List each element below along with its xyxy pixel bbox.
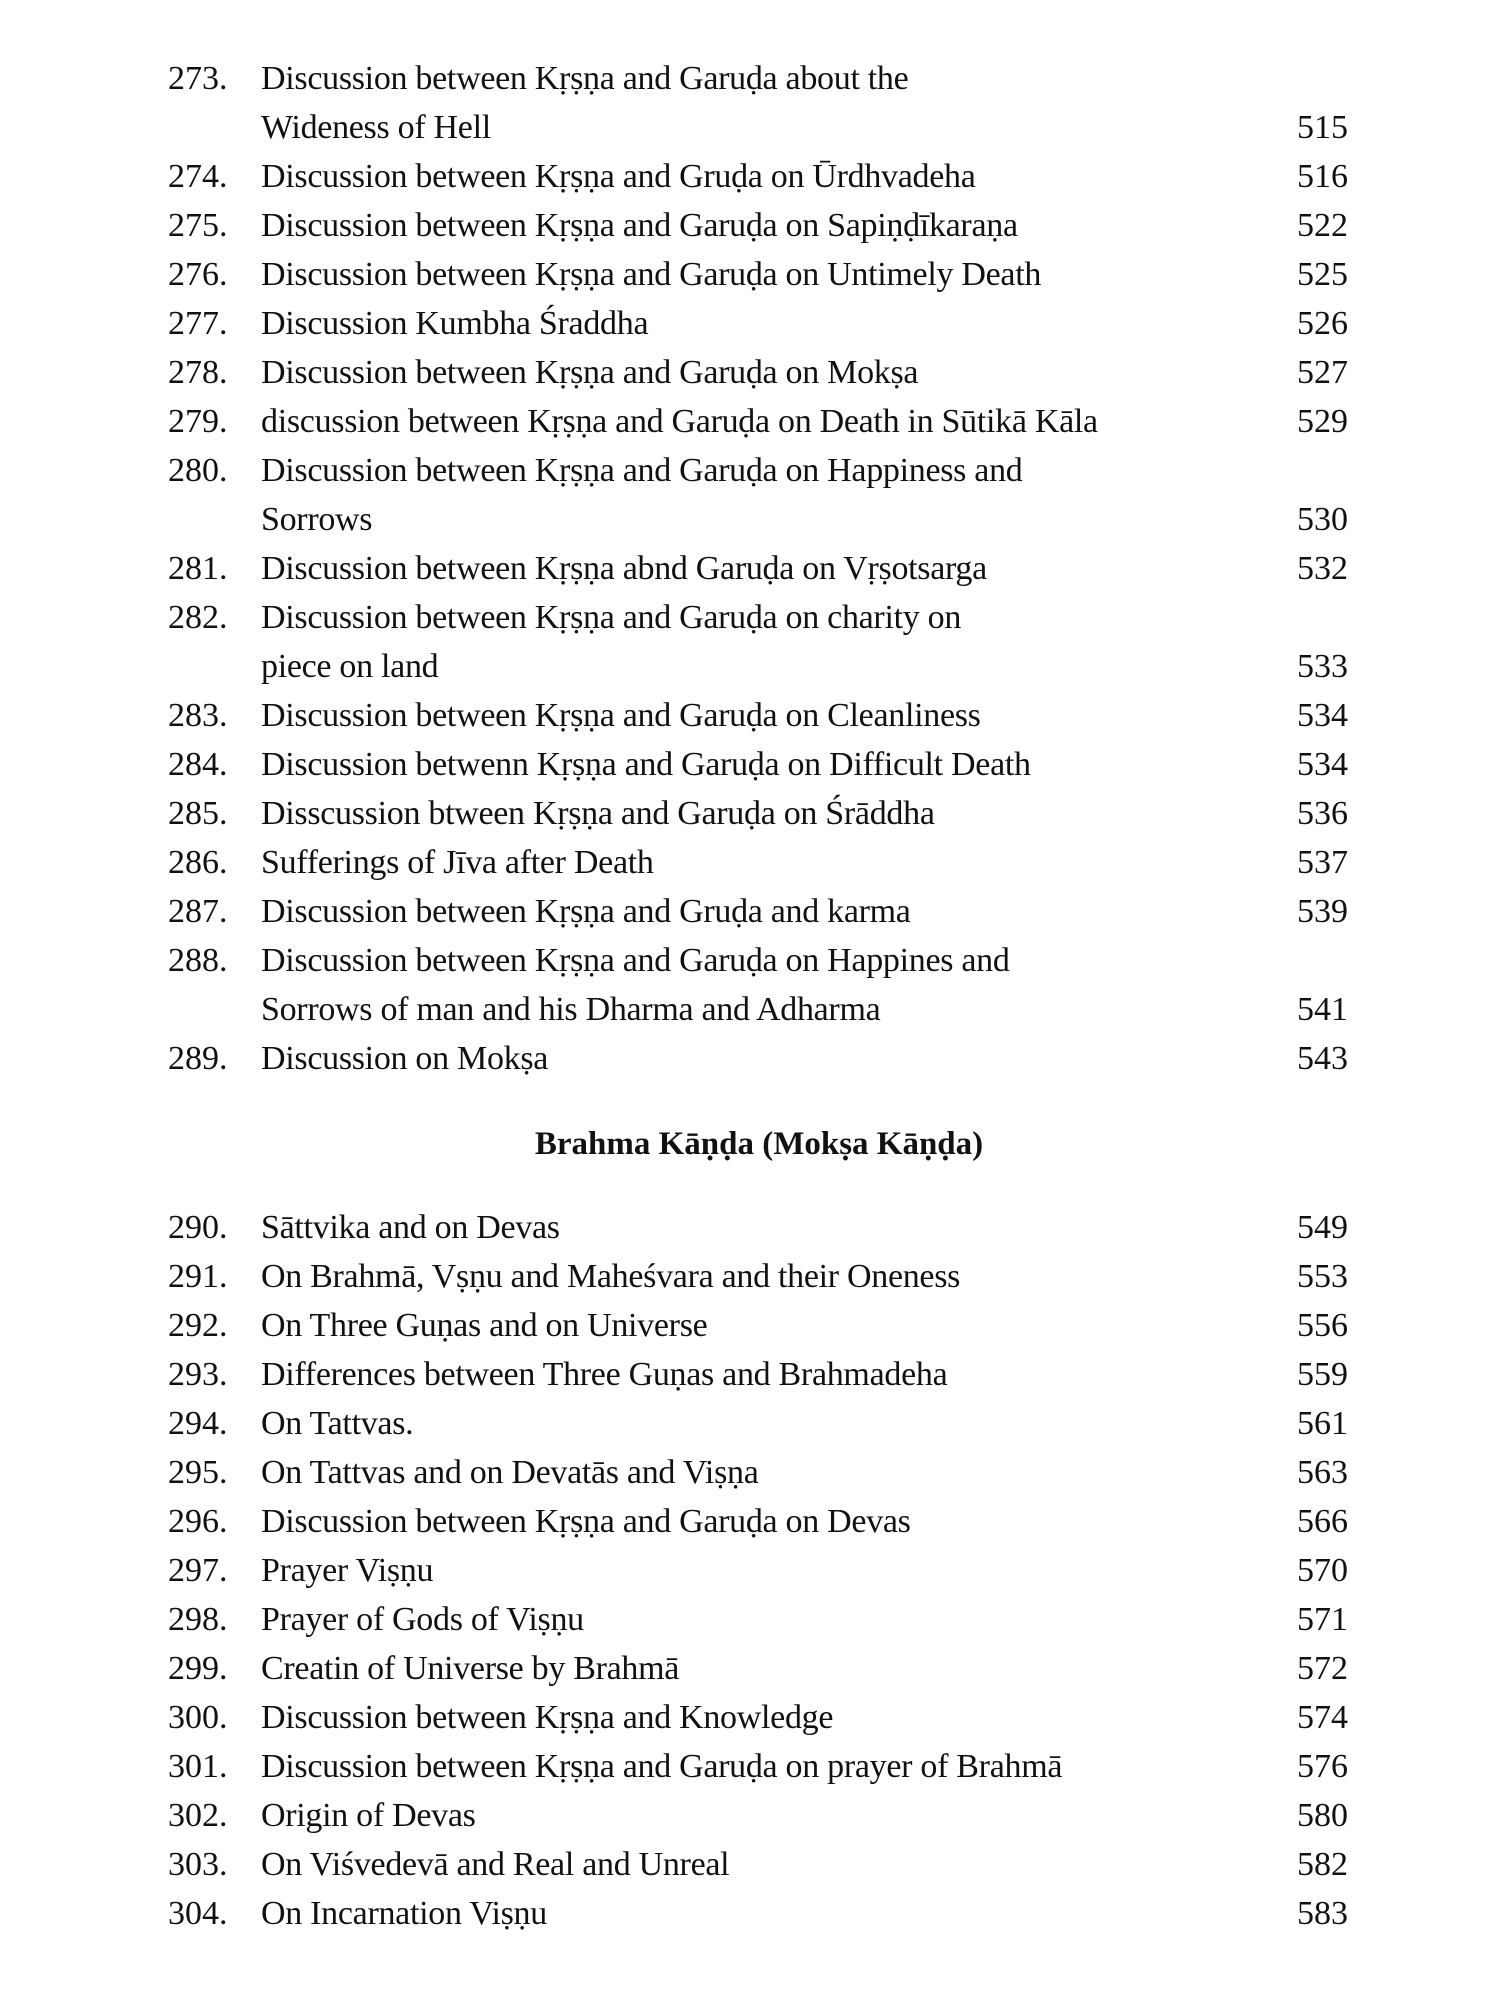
contents-entry — [0, 1546, 1500, 1595]
entry-number: 302. — [168, 1797, 228, 1834]
entry-number: 304. — [168, 1895, 228, 1932]
contents-entry — [0, 446, 1500, 544]
entry-number: 281. — [168, 550, 228, 587]
entry-number: 290. — [168, 1209, 228, 1246]
entry-title: Discussion between Kṛṣṇa and Garuḍa on Cleanliness — [261, 697, 981, 734]
entry-page-number: 525 — [1297, 256, 1348, 293]
entry-title: On Brahmā, Vṣṇu and Maheśvara and their Oneness — [261, 1258, 961, 1295]
entry-line — [0, 1399, 1500, 1448]
entry-page-number: 553 — [1297, 1258, 1348, 1295]
entry-line — [0, 348, 1500, 397]
entry-line — [0, 152, 1500, 201]
entry-number: 277. — [168, 305, 228, 342]
contents-entry — [0, 1644, 1500, 1693]
entry-page-number: 556 — [1297, 1307, 1348, 1344]
entry-line — [0, 789, 1500, 838]
entry-line — [0, 1203, 1500, 1252]
entry-page-number: 526 — [1297, 305, 1348, 342]
contents-entry — [0, 1301, 1500, 1350]
contents-entry — [0, 593, 1500, 691]
entry-title: Discussion between Kṛṣṇa and Gruḍa on Ūrdhvadeha — [261, 158, 976, 195]
entry-number: 300. — [168, 1699, 228, 1736]
entry-number: 282. — [168, 599, 228, 636]
entry-page-number: 533 — [1297, 648, 1348, 685]
entry-number: 297. — [168, 1552, 228, 1589]
entry-number: 292. — [168, 1307, 228, 1344]
entry-line — [0, 740, 1500, 789]
entry-title: Discussion between Kṛṣṇa and Gruḍa and karma — [261, 893, 911, 930]
entry-title: Discussion between Kṛṣṇa and Garuḍa on Sapiṇḍīkaraṇa — [261, 207, 1018, 244]
contents-entry — [0, 1350, 1500, 1399]
entry-page-number: 534 — [1297, 746, 1348, 783]
entry-line — [0, 1546, 1500, 1595]
entry-number: 280. — [168, 452, 228, 489]
contents-entry — [0, 544, 1500, 593]
entry-page-number: 582 — [1297, 1846, 1348, 1883]
entry-number: 285. — [168, 795, 228, 832]
entry-page-number: 580 — [1297, 1797, 1348, 1834]
entry-number: 296. — [168, 1503, 228, 1540]
contents-entry — [0, 1497, 1500, 1546]
entry-line — [0, 1791, 1500, 1840]
contents-entry — [0, 1399, 1500, 1448]
entry-number: 286. — [168, 844, 228, 881]
entry-line — [0, 1644, 1500, 1693]
entry-line — [0, 1742, 1500, 1791]
entry-page-number: 530 — [1297, 501, 1348, 538]
entry-number: 288. — [168, 942, 228, 979]
entry-number: 273. — [168, 60, 228, 97]
entry-line — [0, 299, 1500, 348]
entry-title: Discussion between Kṛṣṇa and Garuḍa on Devas — [261, 1503, 911, 1540]
entry-title: On Tattvas and on Devatās and Viṣṇa — [261, 1454, 759, 1491]
entry-page-number: 515 — [1297, 109, 1348, 146]
entry-title: Prayer of Gods of Viṣṇu — [261, 1601, 584, 1638]
contents-entry — [0, 1252, 1500, 1301]
entry-title: Sorrows of man and his Dharma and Adharma — [261, 991, 881, 1028]
entry-title: Discussion between Kṛṣṇa and Knowledge — [261, 1699, 834, 1736]
entry-page-number: 543 — [1297, 1040, 1348, 1077]
entry-number: 294. — [168, 1405, 228, 1442]
entry-line — [0, 887, 1500, 936]
entry-number: 289. — [168, 1040, 228, 1077]
entry-title: On Viśvedevā and Real and Unreal — [261, 1846, 730, 1883]
entry-title: Discussion between Kṛṣṇa and Garuḍa on Mokṣa — [261, 354, 919, 391]
entry-title: On Incarnation Viṣṇu — [261, 1895, 547, 1932]
entry-line — [0, 1034, 1500, 1083]
entry-number: 299. — [168, 1650, 228, 1687]
contents-entry — [0, 1595, 1500, 1644]
entry-page-number: 572 — [1297, 1650, 1348, 1687]
contents-entry — [0, 1791, 1500, 1840]
entry-title: Discussion between Kṛṣṇa and Garuḍa on Happiness and — [261, 452, 1023, 489]
contents-entry — [0, 1203, 1500, 1252]
contents-entry — [0, 1693, 1500, 1742]
entry-line — [0, 1840, 1500, 1889]
entry-page-number: 541 — [1297, 991, 1348, 1028]
entry-number: 291. — [168, 1258, 228, 1295]
entry-page-number: 576 — [1297, 1748, 1348, 1785]
entry-title: piece on land — [261, 648, 439, 685]
contents-entry — [0, 1034, 1500, 1083]
entry-line — [0, 642, 1500, 691]
entry-page-number: 529 — [1297, 403, 1348, 440]
entry-title: Origin of Devas — [261, 1797, 476, 1834]
entry-page-number: 516 — [1297, 158, 1348, 195]
entry-page-number: 561 — [1297, 1405, 1348, 1442]
entry-number: 303. — [168, 1846, 228, 1883]
entry-number: 279. — [168, 403, 228, 440]
entry-title: Wideness of Hell — [261, 109, 491, 146]
contents-list-section-2 — [0, 1203, 1500, 1938]
entry-title: On Three Guṇas and on Universe — [261, 1307, 708, 1344]
entry-line — [0, 593, 1500, 642]
entry-page-number: 571 — [1297, 1601, 1348, 1638]
contents-entry — [0, 691, 1500, 740]
entry-title: Discussion betwenn Kṛṣṇa and Garuḍa on Difficult Death — [261, 746, 1031, 783]
entry-number: 275. — [168, 207, 228, 244]
entry-title: Discussion between Kṛṣṇa and Garuḍa about the — [261, 60, 909, 97]
entry-title: Discussion on Mokṣa — [261, 1040, 549, 1077]
section-heading: Brahma Kāṇḍa (Mokṣa Kāṇḍa) — [534, 1126, 984, 1162]
contents-entry — [0, 1889, 1500, 1938]
entry-line — [0, 544, 1500, 593]
entry-title: Discussion between Kṛṣṇa and Garuḍa on prayer of Brahmā — [261, 1748, 1063, 1785]
contents-entry — [0, 250, 1500, 299]
contents-entry — [0, 1742, 1500, 1791]
entry-page-number: 549 — [1297, 1209, 1348, 1246]
contents-entry — [0, 54, 1500, 152]
entry-line — [0, 838, 1500, 887]
entry-number: 287. — [168, 893, 228, 930]
entry-number: 301. — [168, 1748, 228, 1785]
entry-title: Discussion between Kṛṣṇa and Garuḍa on Untimely Death — [261, 256, 1042, 293]
contents-entry — [0, 838, 1500, 887]
entry-line — [0, 985, 1500, 1034]
entry-line — [0, 54, 1500, 103]
contents-entry — [0, 1448, 1500, 1497]
entry-line — [0, 1252, 1500, 1301]
entry-line — [0, 1693, 1500, 1742]
entry-line — [0, 250, 1500, 299]
entry-title: Discussion Kumbha Śraddha — [261, 305, 649, 342]
entry-line — [0, 397, 1500, 446]
entry-line — [0, 1301, 1500, 1350]
entry-page-number: 583 — [1297, 1895, 1348, 1932]
entry-title: Sufferings of Jīva after Death — [261, 844, 654, 881]
contents-entry — [0, 887, 1500, 936]
entry-number: 284. — [168, 746, 228, 783]
entry-line — [0, 1889, 1500, 1938]
contents-entry — [0, 201, 1500, 250]
entry-title: On Tattvas. — [261, 1405, 414, 1442]
entry-line — [0, 201, 1500, 250]
entry-title: discussion between Kṛṣṇa and Garuḍa on Death in Sūtikā Kāla — [261, 403, 1098, 440]
entry-line — [0, 495, 1500, 544]
entry-page-number: 536 — [1297, 795, 1348, 832]
entry-number: 276. — [168, 256, 228, 293]
entry-line — [0, 446, 1500, 495]
entry-line — [0, 1448, 1500, 1497]
entry-line — [0, 103, 1500, 152]
entry-page-number: 566 — [1297, 1503, 1348, 1540]
entry-number: 293. — [168, 1356, 228, 1393]
entry-number: 283. — [168, 697, 228, 734]
entry-title: Prayer Viṣṇu — [261, 1552, 434, 1589]
entry-page-number: 570 — [1297, 1552, 1348, 1589]
entry-number: 295. — [168, 1454, 228, 1491]
contents-entry — [0, 299, 1500, 348]
entry-title: Disscussion btween Kṛṣṇa and Garuḍa on Śrāddha — [261, 795, 935, 832]
entry-title: Discussion between Kṛṣṇa abnd Garuḍa on Vṛṣotsarga — [261, 550, 987, 587]
entry-page-number: 537 — [1297, 844, 1348, 881]
entry-number: 278. — [168, 354, 228, 391]
entry-line — [0, 1497, 1500, 1546]
entry-page-number: 574 — [1297, 1699, 1348, 1736]
contents-entry — [0, 397, 1500, 446]
entry-title: Sāttvika and on Devas — [261, 1209, 560, 1246]
entry-line — [0, 1350, 1500, 1399]
entry-page-number: 559 — [1297, 1356, 1348, 1393]
contents-entry — [0, 348, 1500, 397]
entry-page-number: 522 — [1297, 207, 1348, 244]
contents-entry — [0, 740, 1500, 789]
entry-title: Discussion between Kṛṣṇa and Garuḍa on Happines and — [261, 942, 1010, 979]
entry-number: 274. — [168, 158, 228, 195]
entry-page-number: 534 — [1297, 697, 1348, 734]
entry-page-number: 539 — [1297, 893, 1348, 930]
entry-title: Sorrows — [261, 501, 373, 538]
entry-line — [0, 691, 1500, 740]
entry-line — [0, 1595, 1500, 1644]
contents-list-section-1 — [0, 54, 1500, 1083]
entry-title: Creatin of Universe by Brahmā — [261, 1650, 680, 1687]
contents-entry — [0, 1840, 1500, 1889]
contents-entry — [0, 936, 1500, 1034]
entry-title: Differences between Three Guṇas and Brahmadeha — [261, 1356, 948, 1393]
contents-entry — [0, 789, 1500, 838]
entry-number: 298. — [168, 1601, 228, 1638]
entry-page-number: 532 — [1297, 550, 1348, 587]
contents-entry — [0, 152, 1500, 201]
entry-line — [0, 936, 1500, 985]
entry-page-number: 563 — [1297, 1454, 1348, 1491]
entry-page-number: 527 — [1297, 354, 1348, 391]
entry-title: Discussion between Kṛṣṇa and Garuḍa on charity on — [261, 599, 962, 636]
